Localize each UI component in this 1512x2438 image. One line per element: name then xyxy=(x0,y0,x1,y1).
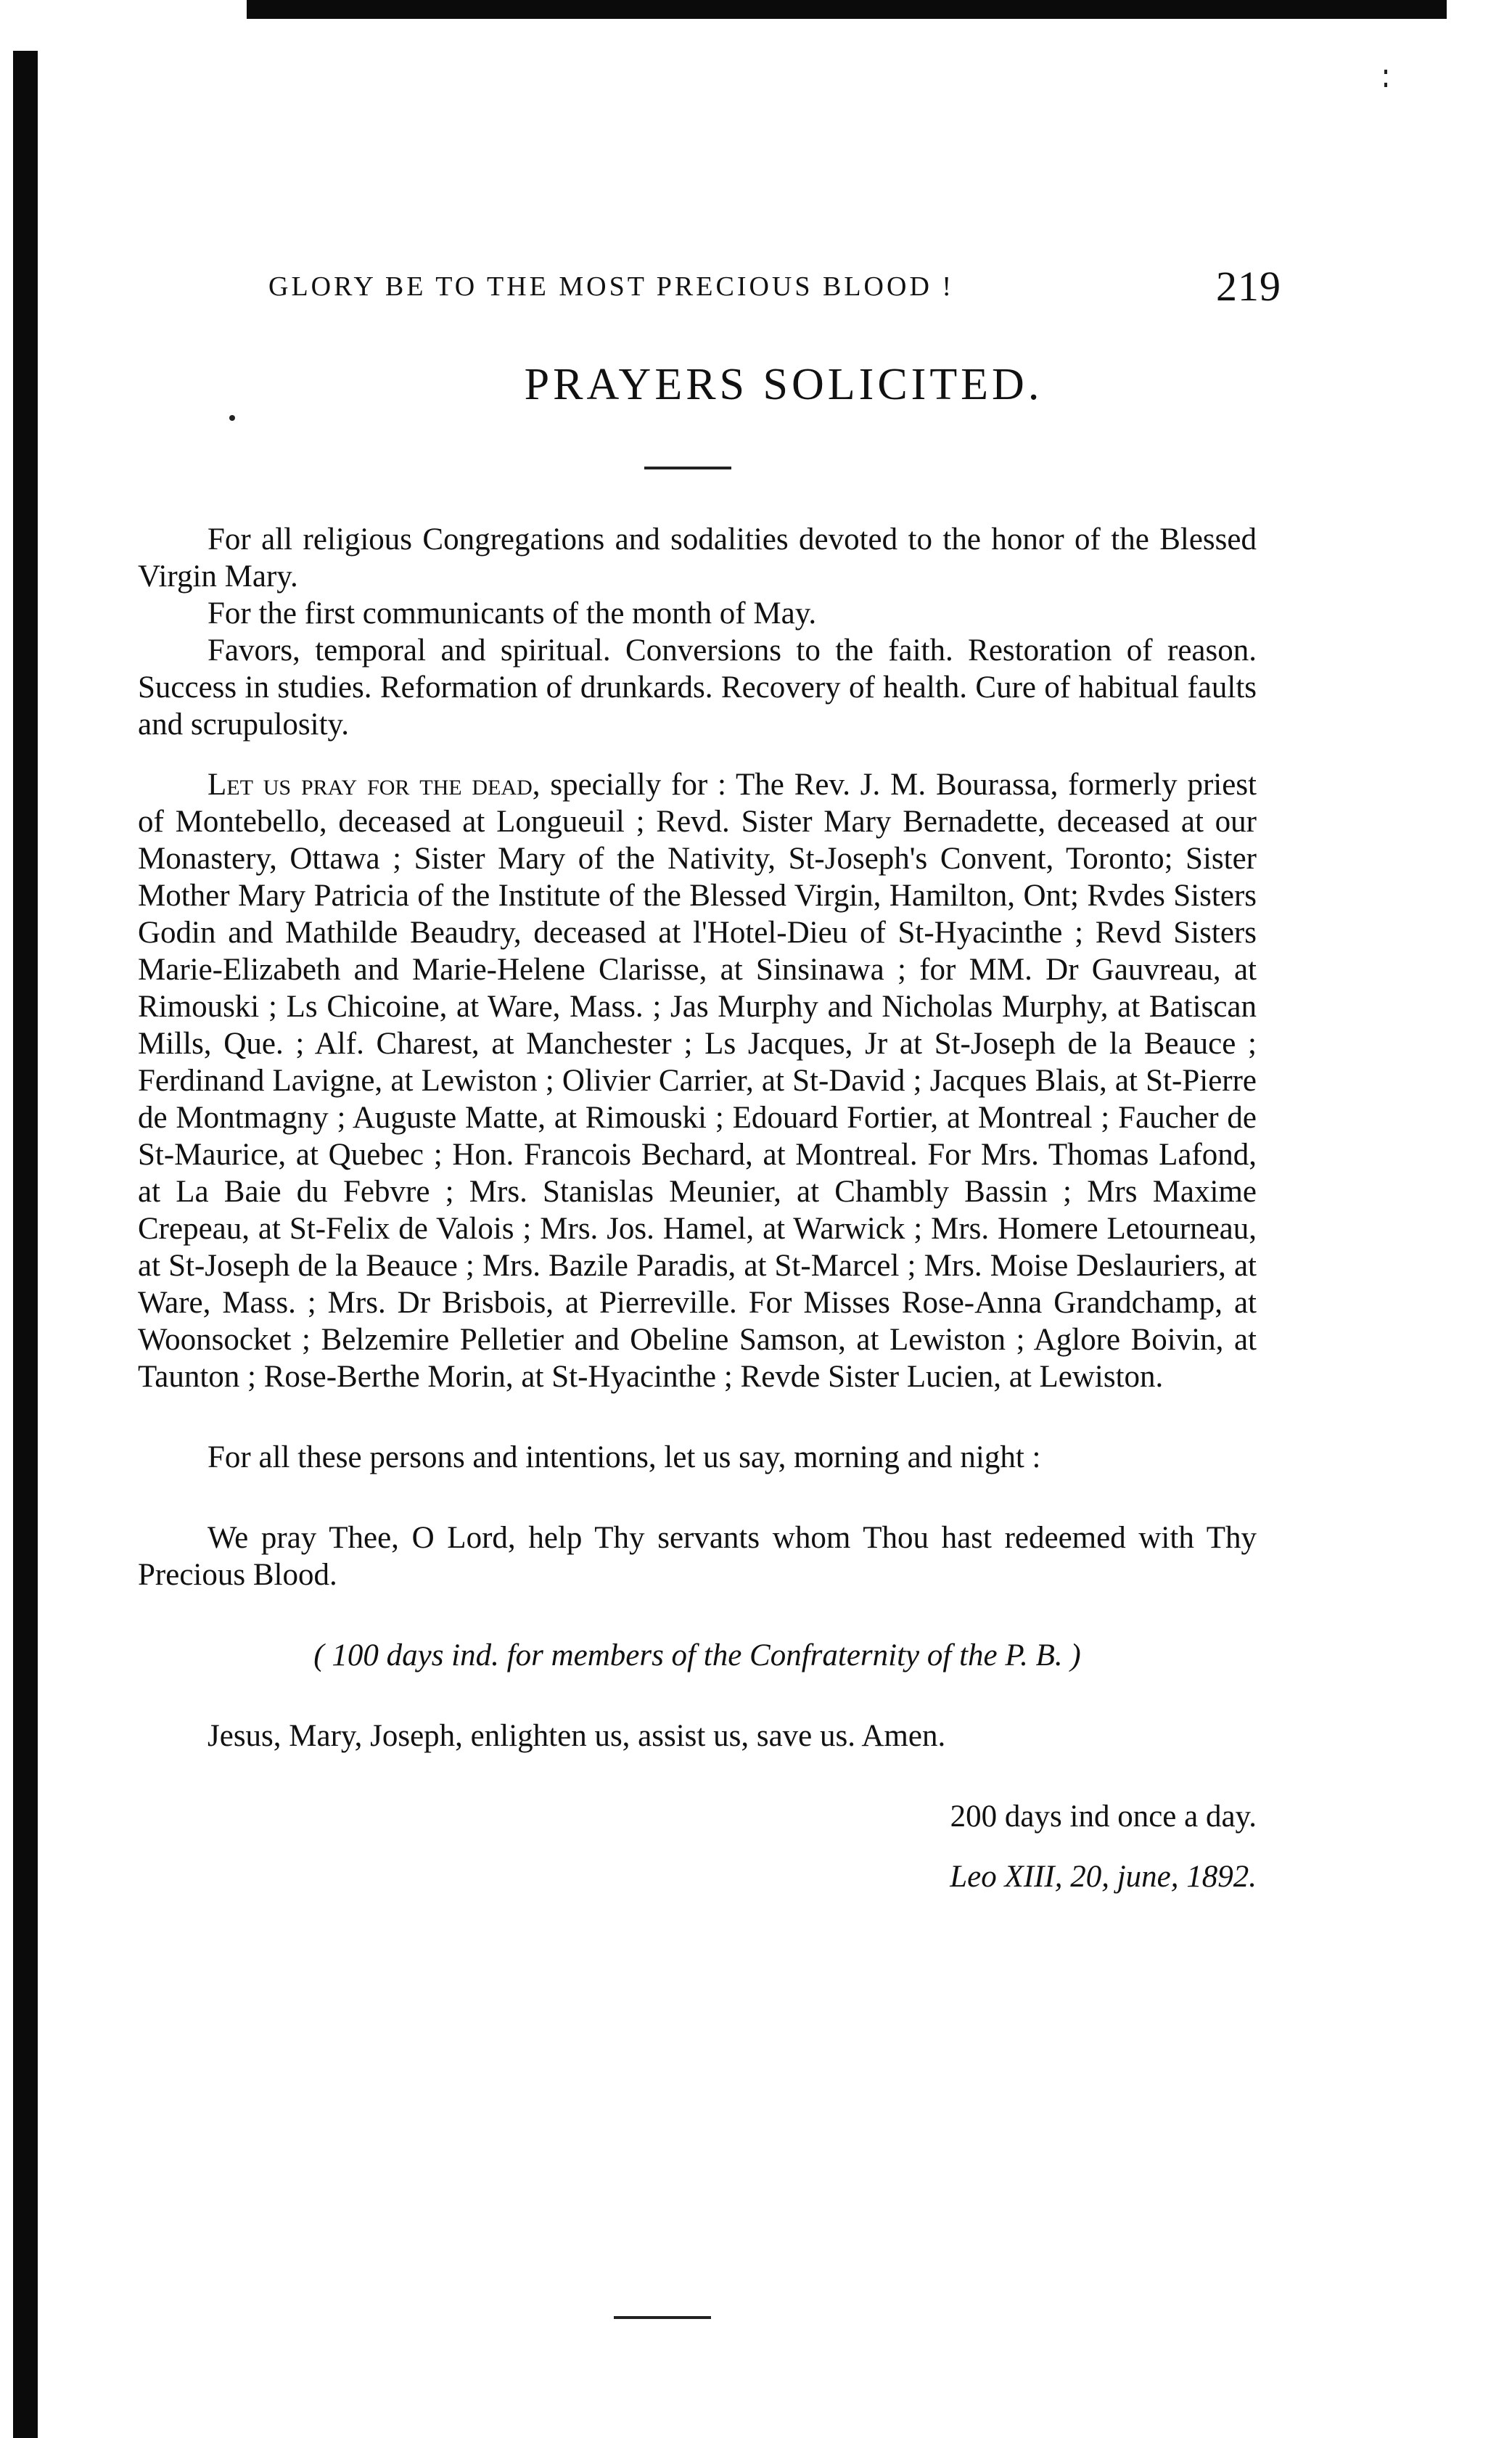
top-border-rule xyxy=(247,0,1447,19)
prayers-for-dead-paragraph xyxy=(138,766,1257,1395)
dead-list: specially for : The Rev. J. M. Bourassa, formerly priest of Montebello, deceased at Longueuil ; Revd. Sister Mary Bernadette, deceased at our Monastery, Ottawa ; Sister Mary of the Nativity, St-Joseph's Convent, Toronto; Sister Mother Mary Patricia of the Institute of the Blessed Virgin, Hamilton, Ont; Rvdes Sisters Godin and Mathilde Beaudry, deceased at l'Hotel-Dieu of St-Hyacinthe ; Revd Sisters Marie-Elizabeth and Marie-Helene Clarisse, at Sinsinawa ; for MM. Dr Gauvreau, at Rimouski ; Ls Chicoine, at Ware, Mass. ; Jas Murphy and Nicholas Murphy, at Batiscan Mills, Que. ; Alf. Charest, at Manchester ; Ls Jacques, Jr at St-Joseph de la Beauce ; Ferdinand Lavigne, at Lewiston ; Olivier Carrier, at St-David ; Jacques Blais, at St-Pierre de Montmagny ; Auguste Matte, at Rimouski ; Edouard Fortier, at Montreal ; Faucher de St-Maurice, at Quebec ; Hon. Francois Bechard, at Montreal. For Mrs. Thomas Lafond, at La Baie du Febvre ; Mrs. Stanislas Meunier, at Chambly Bassin ; Mrs Maxime Crepeau, at St-Felix de Valois ; Mrs. Jos. Hamel, at Warwick ; Mrs. Homere Letourneau, at St-Joseph de la Beauce ; Mrs. Bazile Paradis, at St-Marcel ; Mrs. Moise Deslauriers, at Ware, Mass. ; Mrs. Dr Brisbois, at Pierreville. For Misses Rose-Anna Grandchamp, at Woonsocket ; Belzemire Pelletier and Obeline Samson, at Lewiston ; Aglore Boivin, at Taunton ; Rose-Berthe Morin, at St-Hyacinthe ; Revde Sister Lucien, at Lewiston. xyxy=(138,768,1257,1394)
end-divider xyxy=(614,2316,711,2319)
invitation-paragraph: For all these persons and intentions, let us say, morning and night : xyxy=(208,1440,1041,1474)
scan-mark xyxy=(1384,83,1387,87)
dead-lead: Let us pray for the dead, xyxy=(208,768,541,802)
article-body xyxy=(138,521,1257,1895)
scan-speck xyxy=(229,415,235,421)
ejaculation-line: Jesus, Mary, Joseph, enlighten us, assist us, save us. Amen. xyxy=(208,1719,946,1753)
papal-citation: Leo XIII, 20, june, 1892. xyxy=(950,1860,1257,1894)
prayer-paragraph: We pray Thee, O Lord, help Thy servants whom Thou hast redeemed with Thy Precious Blood. xyxy=(138,1521,1257,1592)
running-title: GLORY BE TO THE MOST PRECIOUS BLOOD ! xyxy=(268,271,955,302)
intro-paragraph: For all religious Congregations and sodalities devoted to the honor of the Blessed Virgin Mary. xyxy=(138,522,1257,594)
indulgence-daily: 200 days ind once a day. xyxy=(950,1799,1257,1834)
intro-paragraph: Favors, temporal and spiritual. Conversions to the faith. Restoration of reason. Success in studies. Reformation of drunkards. Recovery of health. Cure of habitual faults and scrupulosity. xyxy=(138,633,1257,742)
running-head xyxy=(268,263,1281,310)
title-divider xyxy=(644,467,731,469)
scan-mark xyxy=(1384,70,1387,74)
intro-paragraph: For the first communicants of the month of May. xyxy=(208,596,817,631)
page-number: 219 xyxy=(1216,263,1281,310)
section-title: PRAYERS SOLICITED. xyxy=(524,360,1043,409)
indulgence-note: ( 100 days ind. for members of the Confraternity of the P. B. ) xyxy=(313,1638,1081,1672)
left-binding-edge xyxy=(13,51,38,2438)
